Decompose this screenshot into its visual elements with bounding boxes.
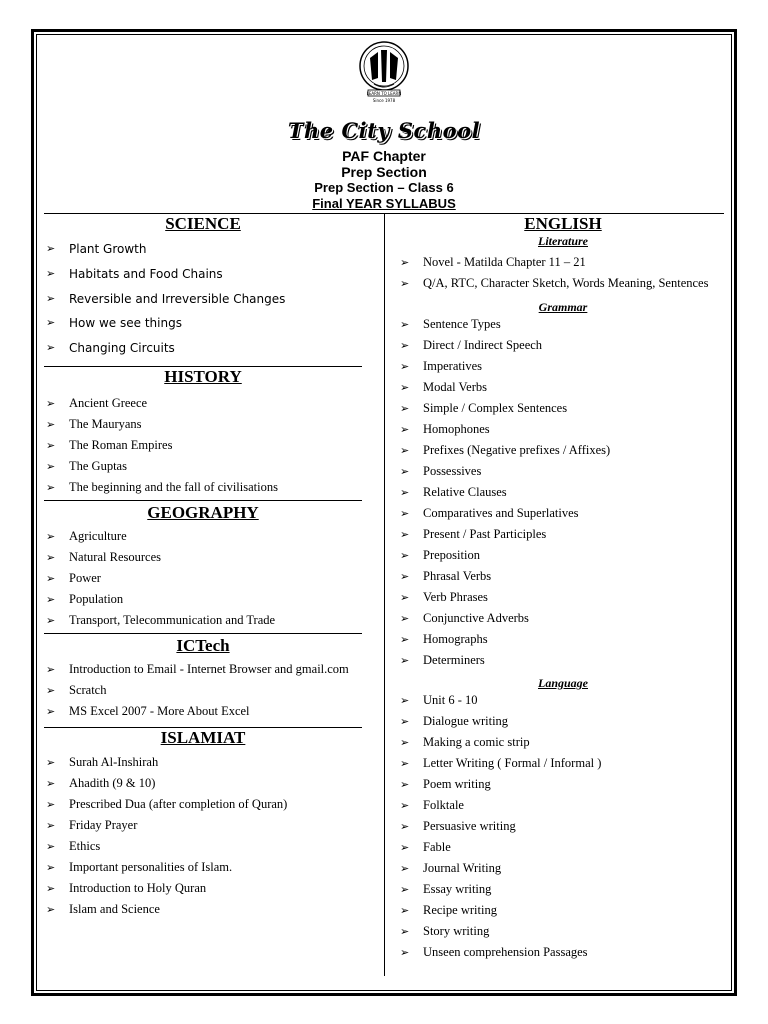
list-item — [398, 524, 728, 545]
list-item-text: Persuasive writing — [423, 819, 516, 833]
section-title: Prep Section — [341, 164, 427, 180]
list-item-text: Natural Resources — [69, 549, 161, 564]
bullet-arrow-icon: ➢ — [400, 591, 410, 604]
bullet-arrow-icon: ➢ — [46, 396, 56, 410]
history-list — [44, 393, 362, 498]
bullet-arrow-icon: ➢ — [400, 862, 410, 875]
list-item-text: Reversible and Irreversible Changes — [69, 291, 286, 306]
bullet-arrow-icon: ➢ — [400, 360, 410, 373]
list-item — [44, 456, 362, 477]
bullet-arrow-icon: ➢ — [46, 480, 56, 494]
list-item — [44, 526, 362, 547]
left-column — [44, 214, 362, 920]
bullet-arrow-icon: ➢ — [46, 592, 56, 606]
english-heading: ENGLISH — [524, 214, 602, 233]
list-item-text: The beginning and the fall of civilisations — [69, 479, 278, 494]
class-title: Prep Section – Class 6 — [314, 180, 454, 195]
list-item-text: Preposition — [423, 548, 480, 562]
right-column — [398, 214, 728, 963]
bullet-arrow-icon: ➢ — [400, 402, 410, 415]
list-item — [44, 311, 362, 336]
bullet-arrow-icon: ➢ — [46, 459, 56, 473]
language-list — [398, 690, 728, 963]
list-item — [398, 837, 728, 858]
school-logo — [356, 40, 412, 104]
list-item-text: Prescribed Dua (after completion of Quran) — [69, 796, 288, 811]
list-item — [44, 414, 362, 435]
list-item — [44, 794, 362, 815]
column-divider — [384, 214, 385, 976]
bullet-arrow-icon: ➢ — [400, 549, 410, 562]
science-heading: SCIENCE — [165, 214, 241, 233]
bullet-arrow-icon: ➢ — [46, 818, 56, 832]
list-item-text: Letter Writing ( Formal / Informal ) — [423, 756, 602, 770]
list-item-text: Important personalities of Islam. — [69, 859, 233, 874]
list-item-text: The Mauryans — [69, 416, 142, 431]
list-item — [398, 942, 728, 963]
list-item — [44, 477, 362, 498]
list-item — [44, 899, 362, 920]
list-item — [398, 566, 728, 587]
list-item-text: Introduction to Holy Quran — [69, 880, 207, 895]
list-item-text: Ethics — [69, 838, 101, 853]
list-item — [398, 774, 728, 795]
bullet-arrow-icon: ➢ — [400, 570, 410, 583]
bullet-arrow-icon: ➢ — [46, 550, 56, 564]
list-item-text: Simple / Complex Sentences — [423, 401, 568, 415]
list-item-text: How we see things — [69, 316, 182, 331]
list-item-text: Novel - Matilda Chapter 11 – 21 — [423, 255, 586, 269]
grammar-subheading: Grammar — [538, 300, 588, 314]
list-item-text: Conjunctive Adverbs — [423, 611, 529, 625]
list-item — [398, 335, 728, 356]
list-item-text: Imperatives — [423, 359, 483, 373]
bullet-arrow-icon: ➢ — [46, 839, 56, 853]
section-divider — [44, 500, 362, 501]
list-item — [398, 398, 728, 419]
list-item — [44, 336, 362, 361]
list-item-text: Essay writing — [423, 882, 492, 896]
bullet-arrow-icon: ➢ — [46, 291, 56, 305]
list-item-text: Story writing — [423, 924, 490, 938]
geography-list — [44, 526, 362, 631]
bullet-arrow-icon: ➢ — [400, 339, 410, 352]
list-item — [398, 377, 728, 398]
bullet-arrow-icon: ➢ — [400, 444, 410, 457]
bullet-arrow-icon: ➢ — [400, 256, 410, 269]
bullet-arrow-icon: ➢ — [400, 633, 410, 646]
bullet-arrow-icon: ➢ — [46, 266, 56, 280]
list-item-text: Plant Growth — [69, 242, 147, 256]
list-item-text: Dialogue writing — [423, 714, 509, 728]
list-item — [44, 610, 362, 631]
bullet-arrow-icon: ➢ — [400, 465, 410, 478]
bullet-arrow-icon: ➢ — [46, 797, 56, 811]
list-item — [44, 435, 362, 456]
bullet-arrow-icon: ➢ — [46, 704, 56, 718]
bullet-arrow-icon: ➢ — [400, 318, 410, 331]
list-item — [398, 273, 709, 294]
list-item-text: Verb Phrases — [423, 590, 488, 604]
bullet-arrow-icon: ➢ — [46, 662, 56, 676]
list-item — [44, 237, 362, 262]
bullet-arrow-icon: ➢ — [46, 776, 56, 790]
list-item-text: Possessives — [423, 464, 482, 478]
islamiat-list — [44, 752, 362, 920]
list-item — [44, 547, 362, 568]
literature-list — [398, 252, 709, 294]
bullet-arrow-icon: ➢ — [400, 528, 410, 541]
chapter-title: PAF Chapter — [342, 148, 426, 164]
list-item — [398, 921, 728, 942]
list-item — [44, 815, 362, 836]
list-item — [44, 701, 362, 722]
list-item-text: Islam and Science — [69, 901, 160, 916]
list-item-text: MS Excel 2007 - More About Excel — [69, 703, 250, 718]
list-item-text: Homographs — [423, 632, 488, 646]
bullet-arrow-icon: ➢ — [400, 694, 410, 707]
bullet-arrow-icon: ➢ — [400, 925, 410, 938]
list-item-text: Comparatives and Superlatives — [423, 506, 579, 520]
bullet-arrow-icon: ➢ — [46, 242, 56, 255]
science-list — [44, 237, 362, 361]
list-item — [398, 816, 728, 837]
language-subheading: Language — [537, 676, 588, 690]
list-item-text: Determiners — [423, 653, 485, 667]
list-item-text: Homophones — [423, 422, 490, 436]
list-item — [44, 287, 362, 312]
list-item — [398, 482, 728, 503]
list-item-text: Transport, Telecommunication and Trade — [69, 612, 276, 627]
list-item — [398, 650, 728, 671]
logo-since: Since 1978 — [372, 98, 396, 103]
list-item — [44, 878, 362, 899]
list-item-text: Ancient Greece — [69, 395, 148, 410]
list-item-text: Journal Writing — [423, 861, 502, 875]
bullet-arrow-icon: ➢ — [46, 529, 56, 543]
list-item — [44, 752, 362, 773]
bullet-arrow-icon: ➢ — [46, 316, 56, 330]
bullet-arrow-icon: ➢ — [400, 486, 410, 499]
bullet-arrow-icon: ➢ — [46, 683, 56, 697]
logo-motto: LEARN TO LEARN — [366, 90, 402, 96]
list-item — [44, 262, 362, 287]
list-item-text: Folktale — [423, 798, 464, 812]
bullet-arrow-icon: ➢ — [400, 507, 410, 520]
list-item-text: Making a comic strip — [423, 735, 530, 749]
list-item — [398, 900, 728, 921]
bullet-arrow-icon: ➢ — [400, 778, 410, 791]
grammar-list — [398, 314, 728, 671]
list-item — [398, 545, 728, 566]
list-item — [398, 753, 728, 774]
list-item-text: Changing Circuits — [69, 341, 175, 356]
school-name: The City School — [287, 118, 481, 143]
list-item-text: Present / Past Participles — [423, 527, 547, 541]
bullet-arrow-icon: ➢ — [46, 902, 56, 916]
list-item — [44, 393, 362, 414]
list-item — [398, 858, 728, 879]
bullet-arrow-icon: ➢ — [46, 571, 56, 585]
list-item — [398, 356, 728, 377]
list-item-text: Phrasal Verbs — [423, 569, 492, 583]
bullet-arrow-icon: ➢ — [400, 736, 410, 749]
list-item — [398, 795, 728, 816]
list-item — [398, 503, 728, 524]
list-item — [44, 589, 362, 610]
bullet-arrow-icon: ➢ — [400, 883, 410, 896]
bullet-arrow-icon: ➢ — [400, 757, 410, 770]
bullet-arrow-icon: ➢ — [400, 423, 410, 436]
list-item — [398, 440, 728, 461]
list-item — [44, 836, 362, 857]
list-item — [398, 252, 678, 273]
bullet-arrow-icon: ➢ — [46, 417, 56, 431]
list-item-text: Ahadith (9 & 10) — [69, 775, 156, 790]
bullet-arrow-icon: ➢ — [400, 612, 410, 625]
list-item — [398, 461, 728, 482]
syllabus-title: Final YEAR SYLLABUS — [312, 196, 456, 211]
list-item-text: Friday Prayer — [69, 817, 138, 832]
bullet-arrow-icon: ➢ — [46, 438, 56, 452]
list-item-text: Agriculture — [69, 528, 127, 543]
bullet-arrow-icon: ➢ — [400, 841, 410, 854]
bullet-arrow-icon: ➢ — [400, 904, 410, 917]
list-item-text: Recipe writing — [423, 903, 497, 917]
list-item-text: Q/A, RTC, Character Sketch, Words Meaning, Sentences — [423, 276, 709, 290]
bullet-arrow-icon: ➢ — [400, 715, 410, 728]
bullet-arrow-icon: ➢ — [400, 654, 410, 667]
bullet-arrow-icon: ➢ — [46, 341, 56, 355]
list-item-text: Poem writing — [423, 777, 491, 791]
list-item — [398, 314, 728, 335]
bullet-arrow-icon: ➢ — [400, 381, 410, 394]
list-item — [398, 419, 728, 440]
list-item — [44, 568, 362, 589]
list-item-text: Habitats and Food Chains — [69, 266, 223, 281]
list-item — [398, 629, 728, 650]
list-item-text: Sentence Types — [423, 317, 501, 331]
list-item-text: Direct / Indirect Speech — [423, 338, 543, 352]
section-divider — [44, 633, 362, 634]
list-item — [398, 690, 728, 711]
list-item-text: Modal Verbs — [423, 380, 488, 394]
list-item-text: Fable — [423, 840, 451, 854]
list-item — [398, 711, 728, 732]
list-item — [398, 732, 728, 753]
bullet-arrow-icon: ➢ — [400, 799, 410, 812]
list-item-text: Population — [69, 591, 124, 606]
ictech-list — [44, 659, 362, 722]
history-heading: HISTORY — [164, 366, 242, 386]
bullet-arrow-icon: ➢ — [400, 820, 410, 833]
literature-subheading: Literature — [538, 234, 588, 248]
list-item-text: The Guptas — [69, 458, 127, 473]
list-item-text: The Roman Empires — [69, 437, 173, 452]
bullet-arrow-icon: ➢ — [46, 860, 56, 874]
geography-heading: GEOGRAPHY — [147, 502, 259, 522]
list-item-text: Surah Al-Inshirah — [69, 754, 159, 769]
list-item-text: Introduction to Email - Internet Browser and gmail.com — [69, 661, 349, 676]
list-item-text: Power — [69, 570, 101, 585]
list-item — [44, 773, 362, 794]
list-item — [44, 857, 362, 878]
bullet-arrow-icon: ➢ — [46, 881, 56, 895]
list-item-text: Prefixes (Negative prefixes / Affixes) — [423, 443, 611, 457]
list-item — [44, 659, 362, 680]
list-item — [44, 680, 362, 701]
list-item — [398, 879, 728, 900]
list-item-text: Scratch — [69, 682, 107, 697]
list-item — [398, 587, 728, 608]
list-item-text: Unseen comprehension Passages — [423, 945, 588, 959]
bullet-arrow-icon: ➢ — [400, 277, 410, 290]
bullet-arrow-icon: ➢ — [400, 946, 410, 959]
bullet-arrow-icon: ➢ — [46, 613, 56, 627]
ictech-heading: ICTech — [176, 635, 230, 655]
bullet-arrow-icon: ➢ — [46, 755, 56, 769]
list-item — [398, 608, 728, 629]
list-item-text: Unit 6 - 10 — [423, 693, 478, 707]
list-item-text: Relative Clauses — [423, 485, 507, 499]
islamiat-heading: ISLAMIAT — [160, 727, 246, 747]
